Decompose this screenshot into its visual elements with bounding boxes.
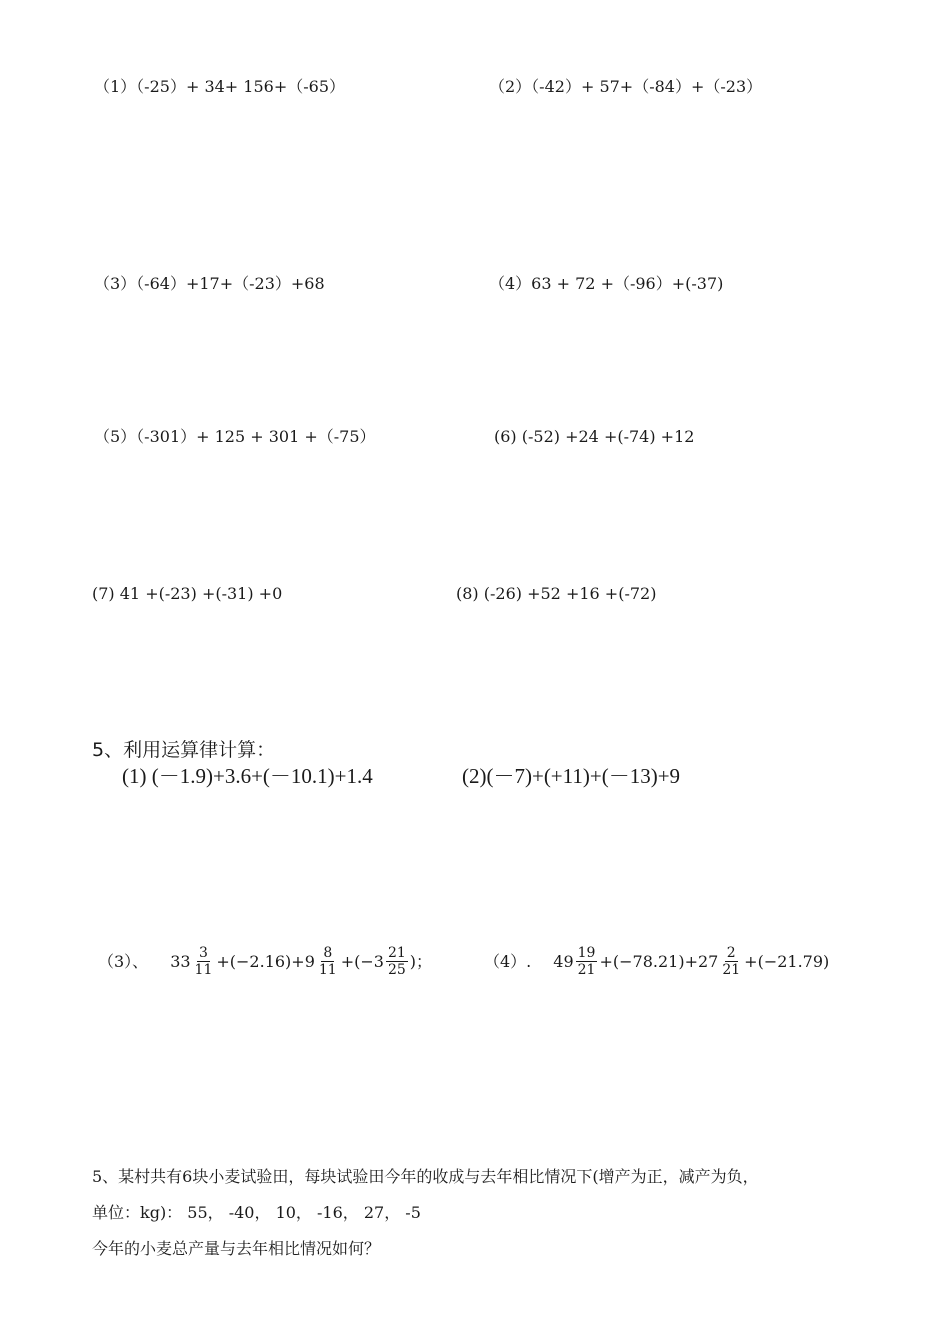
expression-part: +(−3 — [340, 951, 384, 971]
numerator: 21 — [387, 945, 406, 961]
section5-problem-4 — [484, 945, 829, 978]
denominator: 21 — [577, 962, 596, 978]
word-problem-line-2: 单位：kg)： 55， -40， 10， -16， 27， -5 — [92, 1203, 421, 1222]
problem-label: （4）. — [484, 951, 532, 971]
problem-2: （2）（-42）+ 57+（-84）+（-23） — [489, 77, 763, 96]
denominator: 21 — [722, 962, 741, 978]
denominator: 25 — [387, 962, 406, 978]
fraction — [720, 945, 742, 978]
mixed-whole: 49 — [553, 951, 574, 971]
section5-heading: 5、利用运算律计算： — [92, 739, 276, 761]
section5-problem-1: (1) (－1.9)+3.6+(－10.1)+1.4 — [122, 764, 373, 788]
fraction — [193, 945, 215, 978]
denominator: 11 — [194, 962, 213, 978]
problem-1: （1）（-25）+ 34+ 156+（-65） — [94, 77, 346, 96]
problem-4: （4）63 + 72 +（-96）+(-37) — [489, 274, 724, 293]
word-problem-line-1: 5、某村共有6块小麦试验田，每块试验田今年的收成与去年相比情况下(增产为正，减产为负， — [92, 1167, 759, 1186]
numerator: 2 — [726, 945, 736, 961]
problem-label: （3）、 — [98, 951, 149, 971]
problem-3: （3）（-64）+17+（-23）+68 — [94, 274, 325, 293]
numerator: 8 — [323, 945, 333, 961]
numerator: 19 — [577, 945, 596, 961]
fraction — [317, 945, 339, 978]
expression-tail: +(−21.79) — [744, 951, 830, 971]
word-problem-line-3: 今年的小麦总产量与去年相比情况如何？ — [92, 1239, 381, 1258]
fraction — [386, 945, 408, 978]
mixed-whole: 33 — [170, 951, 191, 971]
numerator: 3 — [199, 945, 208, 961]
problem-5: （5）（-301）+ 125 + 301 +（-75） — [94, 427, 376, 446]
expression-part: +(−2.16)+9 — [216, 951, 315, 971]
denominator: 11 — [318, 962, 337, 978]
section5-problem-3 — [98, 945, 432, 978]
expression-tail: )； — [409, 951, 433, 971]
expression-part: +(−78.21)+27 — [599, 951, 719, 971]
problem-8: (8) (-26) +52 +16 +(-72) — [456, 584, 657, 603]
fraction — [576, 945, 598, 978]
problem-7: (7) 41 +(-23) +(-31) +0 — [92, 584, 283, 603]
problem-6: (6) (-52) +24 +(-74) +12 — [494, 427, 695, 446]
section5-problem-2: (2)(－7)+(+11)+(－13)+9 — [462, 764, 681, 788]
